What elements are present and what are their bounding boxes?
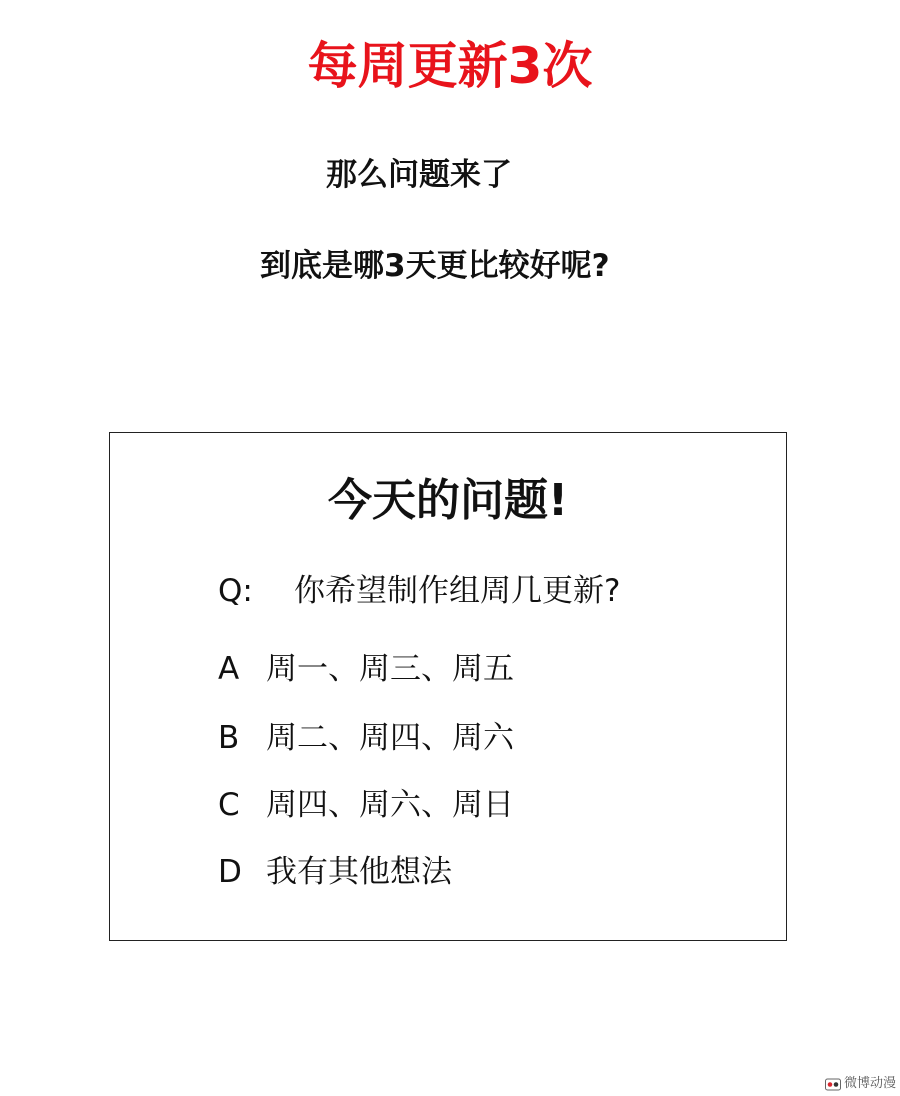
headline: 每周更新3次 <box>307 37 593 95</box>
option-text: 周四、周六、周日 <box>266 787 514 823</box>
option-text: 周一、周三、周五 <box>266 651 514 687</box>
option-text: 我有其他想法 <box>266 854 452 890</box>
option-b <box>218 717 514 759</box>
question-prefix: Q: <box>218 573 253 609</box>
option-c <box>218 784 514 826</box>
option-letter: B <box>218 720 240 756</box>
watermark-text: 微博动漫 <box>843 1076 896 1091</box>
weibo-logo-icon <box>825 1078 841 1091</box>
question-text: 你希望制作组周几更新? <box>294 573 621 609</box>
subline-question-intro: 那么问题来了 <box>326 157 512 193</box>
question-box <box>109 432 787 941</box>
subline-which-days: 到底是哪3天更比较好呢? <box>260 248 610 284</box>
option-letter: C <box>218 787 240 823</box>
option-text: 周二、周四、周六 <box>266 720 514 756</box>
option-letter: A <box>218 651 240 687</box>
option-letter: D <box>218 854 242 890</box>
question <box>218 570 620 612</box>
box-title: 今天的问题! <box>327 475 569 526</box>
watermark <box>825 1076 896 1092</box>
option-d <box>218 851 452 893</box>
option-a <box>218 648 514 690</box>
